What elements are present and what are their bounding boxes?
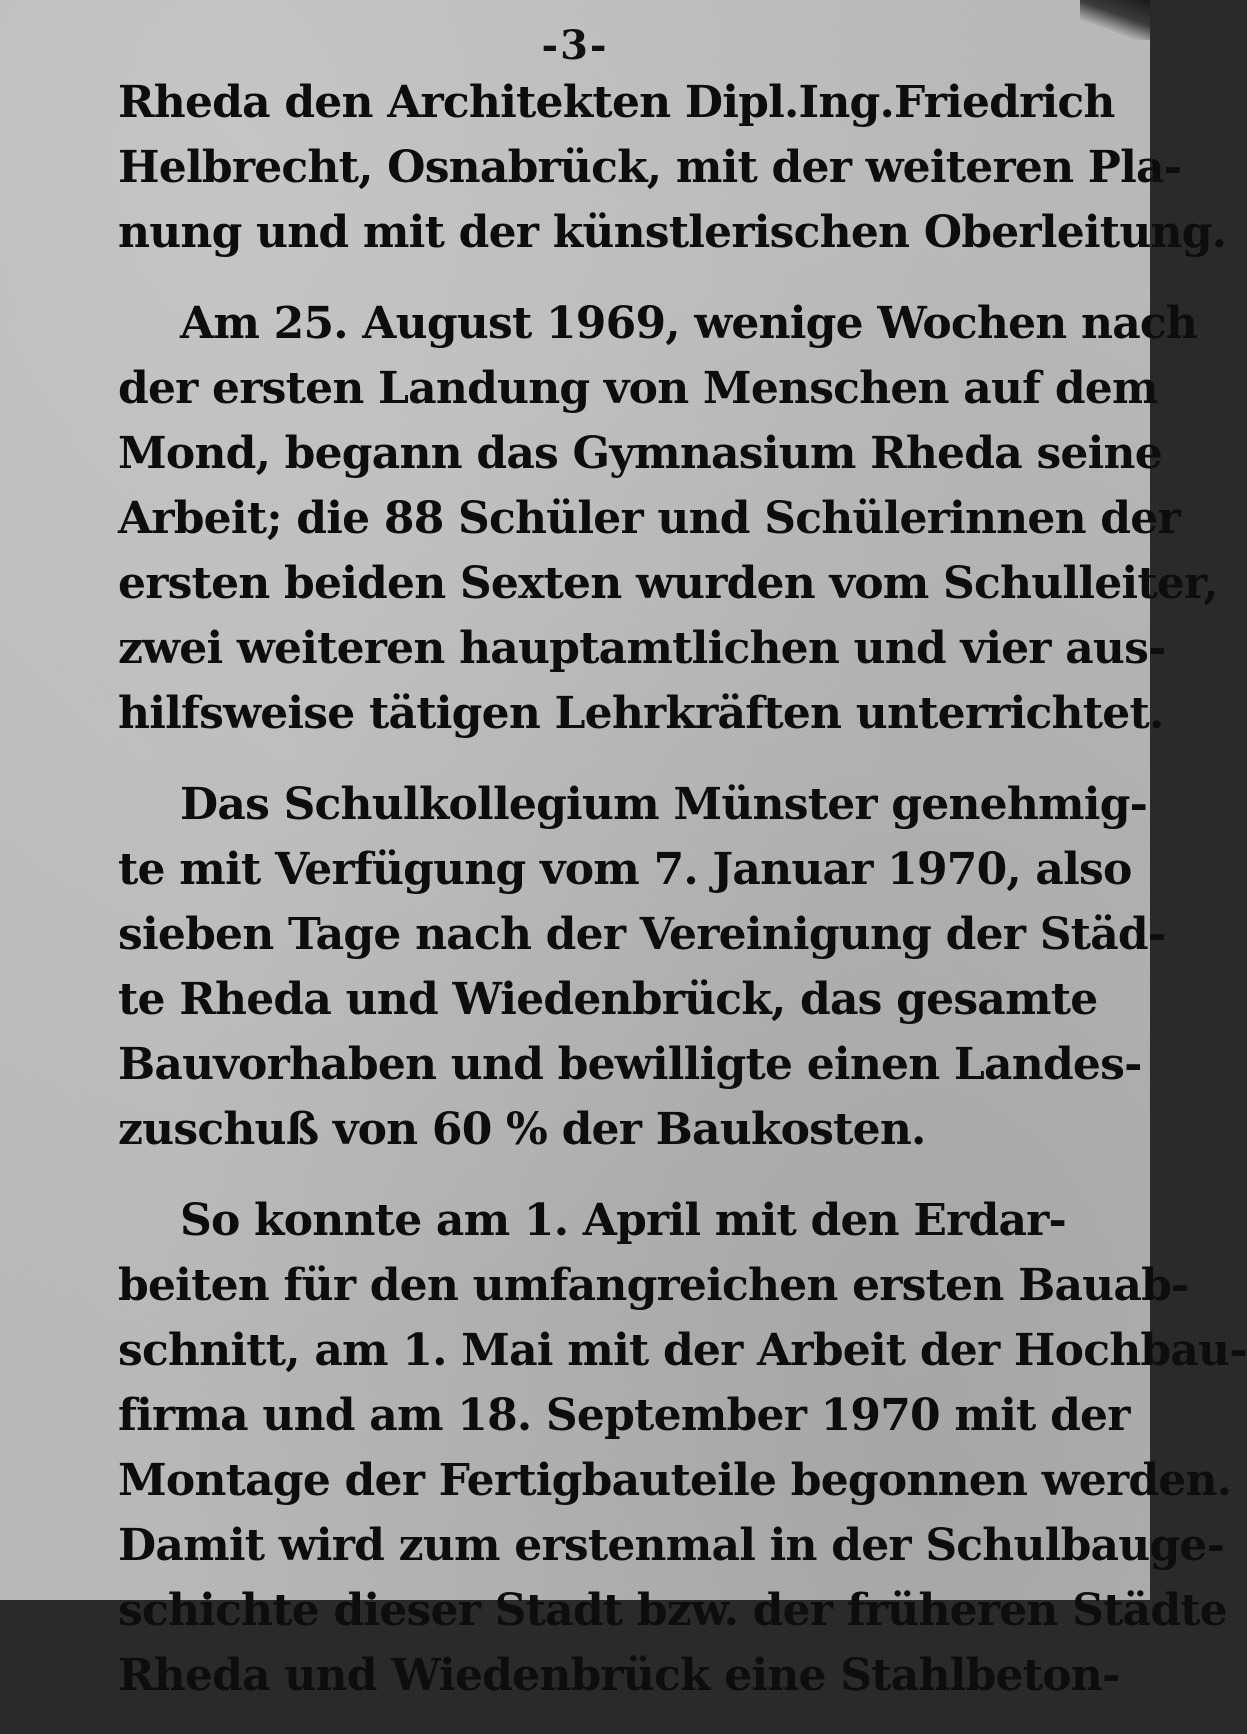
page-number: -3- — [541, 22, 609, 69]
text-line: hilfsweise tätigen Lehrkräften unterrichtet. — [118, 688, 1164, 739]
text-line: der ersten Landung von Menschen auf dem — [118, 363, 1158, 414]
paragraph-1 — [118, 70, 1227, 265]
initial-word: Das — [180, 772, 269, 837]
text-line: schichte dieser Stadt bzw. der früheren Städte — [118, 1585, 1228, 1636]
text-line-with-initial — [118, 772, 1148, 837]
text-line: firma und am 18. September 1970 mit der — [118, 1390, 1130, 1441]
text-line-rest: konnte am 1. April mit den Erdar- — [239, 1195, 1066, 1246]
text-line-rest: Schulkollegium Münster genehmig- — [269, 779, 1148, 830]
text-line-rest: 25. August 1969, wenige Wochen nach — [259, 298, 1198, 349]
paragraph-4 — [118, 1188, 1247, 1708]
paragraph-2 — [118, 291, 1218, 746]
text-line: schnitt, am 1. Mai mit der Arbeit der Hochbau- — [118, 1325, 1247, 1376]
text-line: ersten beiden Sexten wurden vom Schulleiter, — [118, 558, 1218, 609]
text-line: zwei weiteren hauptamtlichen und vier aus- — [118, 623, 1166, 674]
text-line-with-initial — [118, 291, 1198, 356]
initial-word: Am — [180, 291, 259, 356]
text-line: Mond, begann das Gymnasium Rheda seine — [118, 428, 1162, 479]
text-line: Arbeit; die 88 Schüler und Schülerinnen der — [118, 493, 1180, 544]
text-line: Rheda und Wiedenbrück eine Stahlbeton- — [118, 1650, 1120, 1701]
body-text — [118, 70, 1247, 1734]
paragraph-3 — [118, 772, 1166, 1162]
text-line: te Rheda und Wiedenbrück, das gesamte — [118, 974, 1098, 1025]
text-line: Rheda den Architekten Dipl.Ing.Friedrich — [118, 77, 1115, 128]
text-line: Montage der Fertigbauteile begonnen werden. — [118, 1455, 1232, 1506]
text-line: Bauvorhaben und bewilligte einen Landes- — [118, 1039, 1142, 1090]
text-line: beiten für den umfangreichen ersten Bauab- — [118, 1260, 1189, 1311]
text-line: sieben Tage nach der Vereinigung der Städ- — [118, 909, 1166, 960]
initial-word: So — [180, 1188, 240, 1253]
text-line: nung und mit der künstlerischen Oberleitung. — [118, 207, 1227, 258]
text-line: zuschuß von 60 % der Baukosten. — [118, 1104, 926, 1155]
text-line: Damit wird zum erstenmal in der Schulbauge- — [118, 1520, 1225, 1571]
text-line: te mit Verfügung vom 7. Januar 1970, also — [118, 844, 1132, 895]
text-line: Helbrecht, Osnabrück, mit der weiteren Pla- — [118, 142, 1182, 193]
text-line-with-initial — [118, 1188, 1066, 1253]
